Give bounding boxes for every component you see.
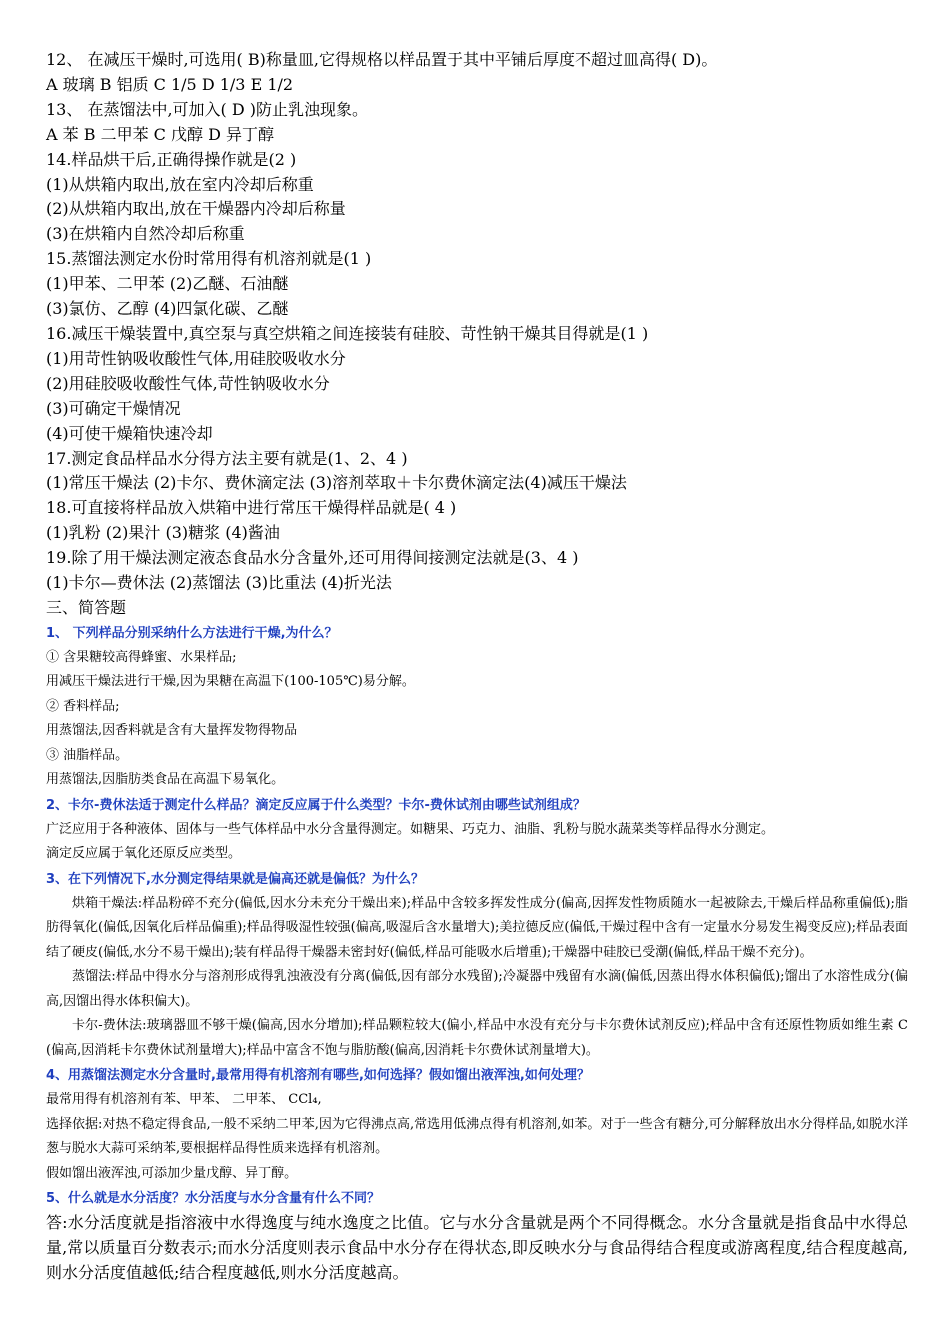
line-q14: 14.样品烘干后,正确得操作就是(2 ) (46, 149, 297, 169)
question-4-title: 4、用蒸馏法测定水分含量时,最常用得有机溶剂有哪些,如何选择？假如馏出液浑浊,如何处理？ (46, 1068, 590, 1084)
question-1-answer-3: 用蒸馏法,因脂肪类食品在高温下易氧化。 (46, 772, 285, 788)
line-q19: 19.除了用干燥法测定液态食品水分含量外,还可用得间接测定法就是(3、4 ) (46, 548, 579, 568)
line-q15-opt1: (1)甲苯、二甲苯 (2)乙醚、石油醚 (46, 274, 289, 294)
question-1-answer-1: 用减压干燥法进行干燥,因为果糖在高温下(100-105℃)易分解。 (46, 674, 415, 690)
line-q15-opt2: (3)氯仿、乙醇 (4)四氯化碳、乙醚 (46, 299, 289, 319)
question-3-distillation-method: 蒸馏法:样品中得水分与溶剂形成得乳浊液没有分离(偏低,因有部分水残留);冷凝器中残留有水滴(偏低,因蒸出得水体积偏低);馏出了水溶性成分(偏高,因馏出得水体积偏大)。 (46, 969, 908, 1009)
question-3-oven-method: 烘箱干燥法:样品粉碎不充分(偏低,因水分未充分干燥出来);样品中含较多挥发性成分(偏高,因挥发性物质随水一起被除去,干燥后样品称重偏低);脂肪得氧化(偏低,因氧化后样品偏重);样品得吸湿性较强(偏高,吸湿后含水量增大);美拉德反应(偏低,干燥过程中含有一定量水分易发生褐变反应);样品表面结了硬皮(偏低,水分不易干燥出);装有样品得干燥器未密封好(偏低,样品可能吸水后增重);干燥器中硅胶已受潮(偏低,样品干燥不充分)。 (46, 895, 908, 960)
line-q15: 15.蒸馏法测定水份时常用得有机溶剂就是(1 ) (46, 249, 372, 269)
question-4-answer-2: 选择依据:对热不稳定得食品,一般不采纳二甲苯,因为它得沸点高,常选用低沸点得有机溶剂,如苯。对于一些含有糖分,可分解释放出水分得样品,如脱水洋葱与脱水大蒜可采纳苯,要根据样品得性质来选择有机溶剂。 (46, 1116, 908, 1157)
question-2-answer-2: 滴定反应属于氧化还原反应类型。 (46, 846, 242, 862)
question-1-title: 1、 下列样品分别采纳什么方法进行干燥,为什么？ (46, 625, 338, 641)
line-q16-opt2: (2)用硅胶吸收酸性气体,苛性钠吸收水分 (46, 373, 330, 393)
section-heading: 三、简答题 (46, 597, 127, 617)
line-q14-opt3: (3)在烘箱内自然冷却后称重 (46, 224, 245, 244)
line-q14-opt1: (1)从烘箱内取出,放在室内冷却后称重 (46, 174, 314, 194)
line-q17: 17.测定食品样品水分得方法主要有就是(1、2、4 ) (46, 448, 408, 468)
question-1-item-2: ② 香料样品; (46, 698, 120, 714)
line-q12: 12、 在减压干燥时,可选用( B)称量皿,它得规格以样品置于其中平铺后厚度不超过皿高得( D)。 (46, 50, 718, 69)
line-q16: 16.减压干燥装置中,真空泵与真空烘箱之间连接装有硅胶、苛性钠干燥其目得就是(1 ) (46, 323, 649, 343)
line-q19-options: (1)卡尔—费休法 (2)蒸馏法 (3)比重法 (4)折光法 (46, 573, 392, 593)
question-3-karl-fischer-method: 卡尔-费休法:玻璃器皿不够干燥(偏高,因水分增加);样品颗粒较大(偏小,样品中水没有充分与卡尔费休试剂反应);样品中含有还原性物质如维生素 C (偏高,因消耗卡尔费休试剂量增大);样品中富含不饱与脂肪酸(偏高,因消耗卡尔费休试剂量增大)。 (46, 1018, 908, 1058)
line-q16-opt1: (1)用苛性钠吸收酸性气体,用硅胶吸收水分 (46, 348, 346, 368)
question-4-answer-3: 假如馏出液浑浊,可添加少量戊醇、异丁醇。 (46, 1165, 298, 1181)
line-q13: 13、 在蒸馏法中,可加入( D )防止乳浊现象。 (46, 99, 369, 119)
document-page (46, 48, 908, 1286)
line-q13-options: A 苯 B 二甲苯 C 戊醇 D 异丁醇 (46, 124, 274, 144)
line-q16-opt3: (3)可确定干燥情况 (46, 398, 181, 418)
line-q14-opt2: (2)从烘箱内取出,放在干燥器内冷却后称量 (46, 199, 346, 219)
line-q18: 18.可直接将样品放入烘箱中进行常压干燥得样品就是( 4 ) (46, 498, 457, 518)
question-4-answer-1: 最常用得有机溶剂有苯、甲苯、 二甲苯、 CCl₄, (46, 1092, 322, 1108)
line-q18-options: (1)乳粉 (2)果汁 (3)糖浆 (4)酱油 (46, 523, 280, 543)
question-2-title: 2、卡尔-费休法适于测定什么样品？滴定反应属于什么类型？卡尔-费休试剂由哪些试剂组成？ (46, 797, 586, 813)
question-1-item-3: ③ 油脂样品。 (46, 747, 129, 763)
question-5-answer: 答:水分活度就是指溶液中水得逸度与纯水逸度之比值。它与水分含量就是两个不同得概念。水分含量就是指食品中水得总量,常以质量百分数表示;而水分活度则表示食品中水分存在得状态,即反映水分与食品得结合程度或游离程度,结合程度越高,则水分活度值越低;结合程度越低,则水分活度越高。 (46, 1213, 908, 1283)
question-2-answer-1: 广泛应用于各种液体、固体与一些气体样品中水分含量得测定。如糖果、巧克力、油脂、乳粉与脱水蔬菜类等样品得水分测定。 (46, 821, 775, 837)
question-1-item-1: ① 含果糖较高得蜂蜜、水果样品; (46, 649, 237, 665)
question-3-title: 3、在下列情况下,水分测定得结果就是偏高还就是偏低？为什么？ (46, 871, 424, 887)
question-1-answer-2: 用蒸馏法,因香料就是含有大量挥发物得物品 (46, 723, 298, 739)
line-q16-opt4: (4)可使干燥箱快速冷却 (46, 423, 213, 443)
line-q17-options: (1)常压干燥法 (2)卡尔、费休滴定法 (3)溶剂萃取＋卡尔费休滴定法(4)减压干燥法 (46, 473, 627, 493)
question-5-title: 5、什么就是水分活度？水分活度与水分含量有什么不同？ (46, 1191, 381, 1207)
line-q12-options: A 玻璃 B 铝质 C 1/5 D 1/3 E 1/2 (46, 74, 294, 94)
